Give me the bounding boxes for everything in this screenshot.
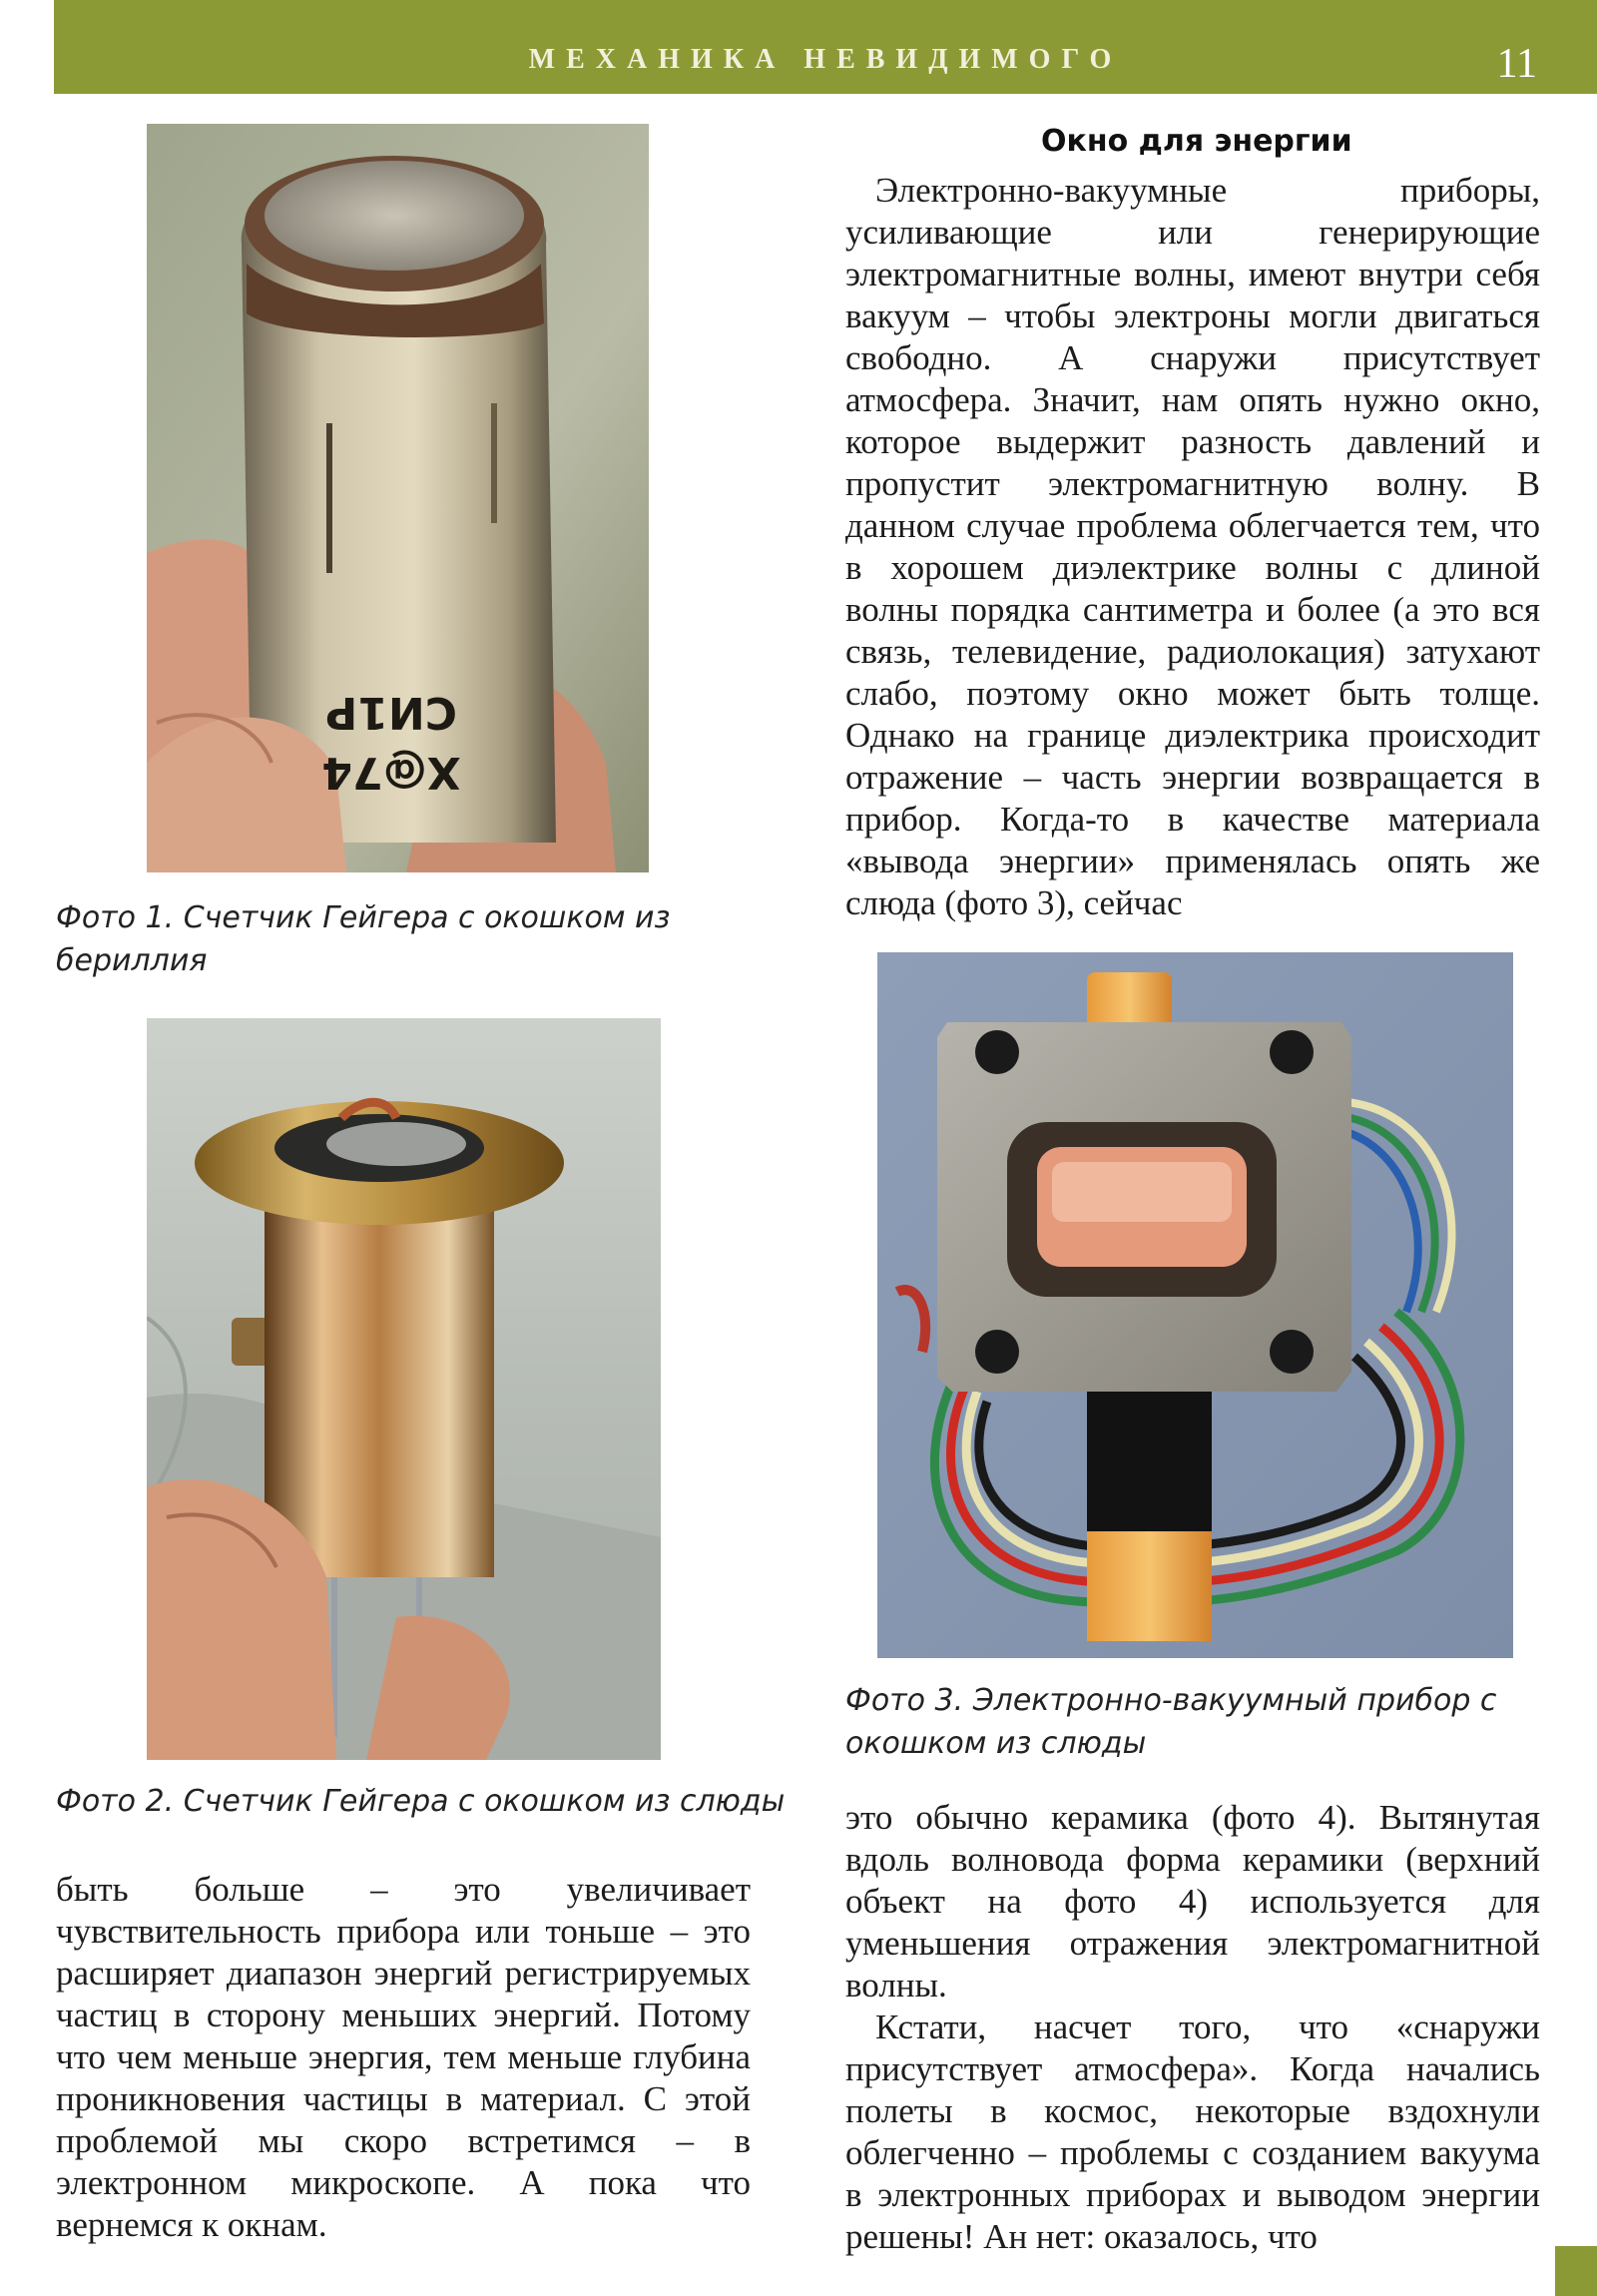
right-paragraph-kstati: Кстати, насчет того, что «снаружи присутствует атмосфера». Когда начались полеты в космос, некоторые вздохнули облегченно – проблемы с созданием вакуума в электронных приборах и выводом энергии решены! Ан нет: оказалось, что (845, 2008, 1540, 2256)
svg-text:СИ1Р: СИ1Р (325, 687, 457, 738)
left-paragraph: быть больше – это увеличивает чувствительность прибора или тоньше – это расширяет диапазон энергий регистрируемых частиц в сторону меньших энергий. Потому что чем меньше энергия, тем меньше глубина проникновения частицы в материал. С этой проблемой мы скоро встретимся – в электронном микроскопе. А пока что вернемся к окнам. (56, 1870, 751, 2244)
corner-decoration (1555, 2246, 1597, 2296)
page-number: 11 (1496, 41, 1537, 87)
running-head: МЕХАНИКА НЕВИДИМОГО (528, 44, 1123, 75)
photo-1-caption: Фото 1. Счетчик Гейгера с окошком из бериллия (56, 900, 671, 978)
right-column-bottom-text (845, 1797, 1540, 2258)
photo-1-geiger-beryllium (147, 124, 649, 872)
svg-text:Х@74: Х@74 (321, 747, 461, 798)
right-paragraph-top: Электронно-вакуумные приборы, усиливающие или генерирующие электромагнитные волны, имеют внутри себя вакуум – чтобы электроны могли двигаться свободно. А снаружи присутствует атмосфера. Значит, нам опять нужно окно, которое выдержит разность давлений и пропустит электромагнитную волну. В данном случае проблема облегчается тем, что в хорошем диэлектрике волны с длиной волны порядка сантиметра и более (а это вся связь, телевидение, радиолокация) затухают слабо, поэтому окно может быть толще. Однако на границе диэлектрика происходит отражение – часть энергии возвращается в прибор. Когда-то в качестве материала «вывода энергии» применялась опять же слюда (фото 3), сейчас (845, 171, 1540, 922)
photo-2-geiger-mica (147, 1018, 661, 1760)
right-paragraph-continued: это обычно керамика (фото 4). Вытянутая вдоль волновода форма керамики (верхний объект на фото 4) используется для уменьшения отражения электромагнитной волны. (845, 1798, 1540, 2005)
photo-2-caption: Фото 2. Счетчик Гейгера с окошком из слюды (56, 1784, 786, 1819)
right-column-top-text (845, 170, 1540, 924)
header-bar (54, 0, 1597, 94)
section-heading: Окно для энергии (1041, 124, 1352, 159)
left-column-text (56, 1869, 751, 2246)
photo-3-vacuum-device (877, 952, 1513, 1658)
photo-3-caption: Фото 3. Электронно-вакуумный прибор с окошком из слюды (845, 1683, 1497, 1761)
